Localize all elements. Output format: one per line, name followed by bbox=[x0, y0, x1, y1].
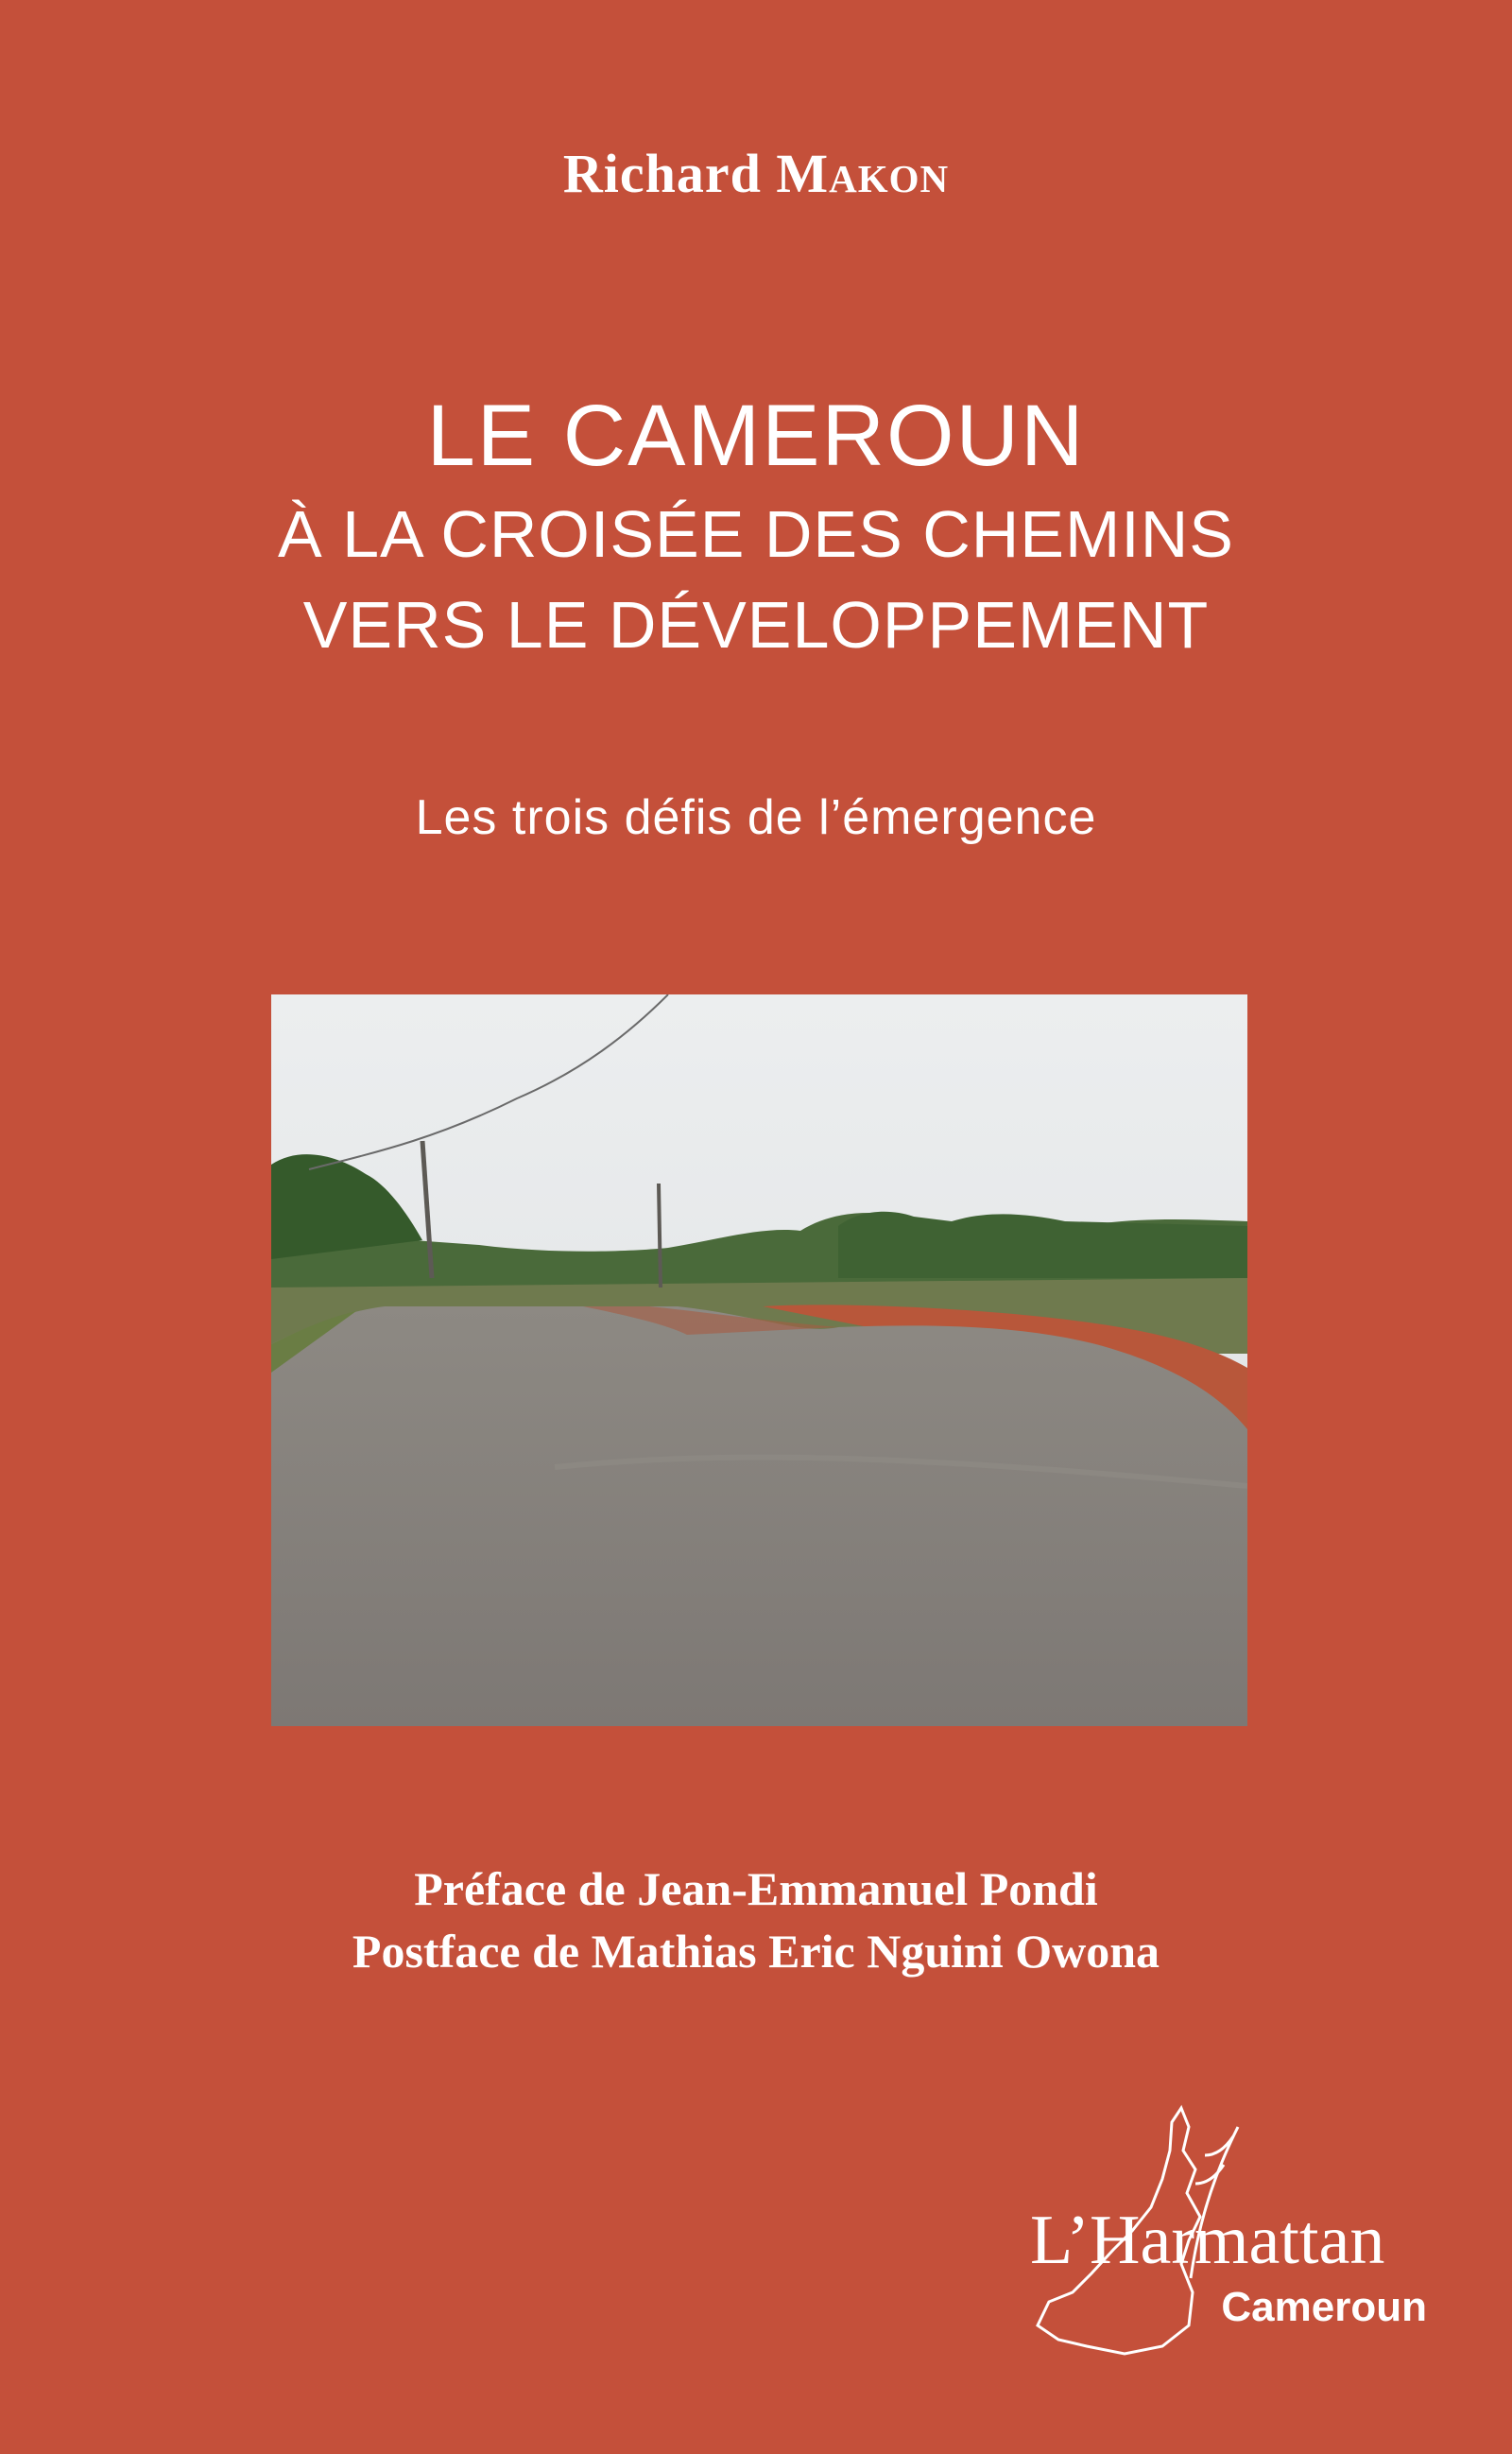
author-first-name: Richard bbox=[562, 143, 777, 204]
publisher-name: L’Harmattan bbox=[1030, 2202, 1385, 2279]
postface-credit: Postface de Mathias Eric Nguini Owona bbox=[352, 1925, 1160, 1978]
publisher-logo bbox=[1021, 2099, 1455, 2363]
publisher-country: Cameroun bbox=[1221, 2284, 1427, 2330]
title-line-1: LE CAMEROUN bbox=[426, 388, 1086, 484]
author-last-name: Makon bbox=[776, 143, 950, 204]
preface-credit: Préface de Jean-Emmanuel Pondi bbox=[414, 1862, 1098, 1915]
title-line-3: VERS LE DÉVELOPPEMENT bbox=[302, 588, 1210, 662]
title-line-2: À LA CROISÉE DES CHEMINS bbox=[277, 497, 1235, 571]
credits bbox=[0, 1858, 1512, 1982]
author-name bbox=[0, 142, 1512, 205]
book-title bbox=[0, 383, 1512, 670]
book-subtitle: Les trois défis de l’émergence bbox=[415, 790, 1097, 845]
cover-photo bbox=[271, 994, 1247, 1726]
